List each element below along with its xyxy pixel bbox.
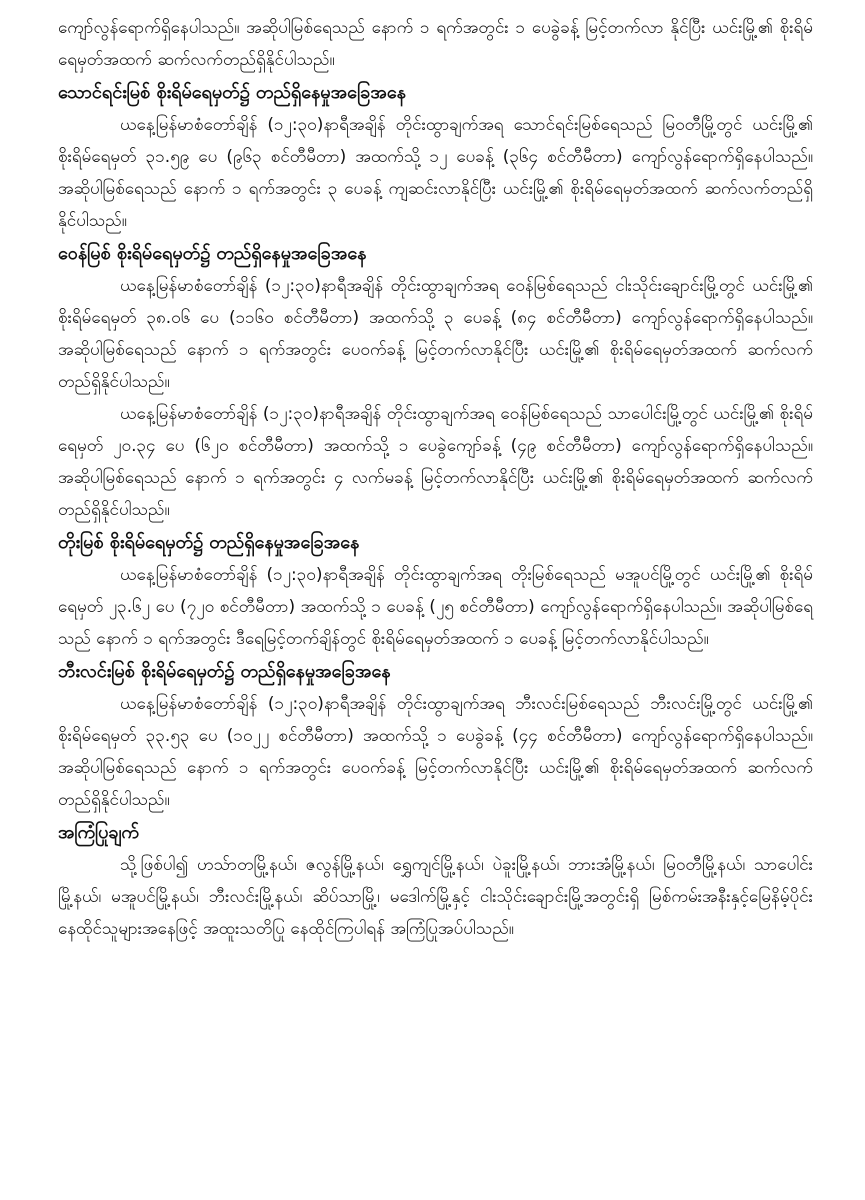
body-paragraph: ယနေ့မြန်မာစံတော်ချိန် (၁၂:၃၀)နာရီအချိန် တိုင်းထွာချက်အရ သောင်ရင်းမြစ်ရေသည် မြဝတီမြို့တွင် ယင်းမြို့၏ စိုးရိမ်ရေမှတ် ၃၁.၅၉ ပေ (၉၆၃ စင်တီမီတာ) အထက်သို့ ၁၂ ပေခန့် (၃၆၄ စင်တီမီတာ) ကျော်လွန်ရောက်ရှိနေပါသည်။ အဆိုပါမြစ်ရေသည် နောက် ၁ ရက်အတွင်း ၃ ပေခန့် ကျဆင်းလာနိုင်ပြီး ယင်းမြို့၏ စိုးရိမ်ရေမှတ်အထက် ဆက်လက်တည်ရှိနိုင်ပါသည်။	[58, 115, 813, 231]
section-heading-toe: တိုးမြစ် စိုးရိမ်ရေမှတ်၌ တည်ရှိနေမှုအခြေအနေ	[58, 532, 360, 553]
body-paragraph: ယနေ့မြန်မာစံတော်ချိန် (၁၂:၃၀)နာရီအချိန် တိုင်းထွာချက်အရ ဝေန်မြစ်ရေသည် ငါးသိုင်းချောင်းမြို့တွင် ယင်းမြို့၏ စိုးရိမ်ရေမှတ် ၃၈.၀၆ ပေ (၁၁၆၀ စင်တီမီတာ) အထက်သို့ ၃ ပေခန့် (၈၄ စင်တီမီတာ) ကျော်လွန်ရောက်ရှိနေပါသည်။ အဆိုပါမြစ်ရေသည် နောက် ၁ ရက်အတွင်း ပေဝက်ခန့် မြင့်တက်လာနိုင်ပြီး ယင်းမြို့၏ စိုးရိမ်ရေမှတ်အထက် ဆက်လက်တည်ရှိနိုင်ပါသည်။	[58, 276, 813, 392]
body-paragraph: ယနေ့မြန်မာစံတော်ချိန် (၁၂:၃၀)နာရီအချိန် တိုင်းထွာချက်အရ ဝေန်မြစ်ရေသည် သာပေါင်းမြို့တွင် ယင်းမြို့၏ စိုးရိမ်ရေမှတ် ၂၀.၃၄ ပေ (၆၂၀ စင်တီမီတာ) အထက်သို့ ၁ ပေခွဲကျော်ခန့် (၄၉ စင်တီမီတာ) ကျော်လွန်ရောက်ရှိနေပါသည်။ အဆိုပါမြစ်ရေသည် နောက် ၁ ရက်အတွင်း ၄ လက်မခန့် မြင့်တက်လာနိုင်ပြီး ယင်းမြို့၏ စိုးရိမ်ရေမှတ်အထက် ဆက်လက်တည်ရှိနိုင်ပါသည်။	[58, 404, 813, 520]
advice-paragraph: သို့ဖြစ်ပါ၍ ဟသ်ာတမြို့နယ်၊ ဇလွန်မြို့နယ်၊ ရွှေကျင်မြို့နယ်၊ ပဲခူးမြို့နယ်၊ ဘားအံမြို့နယ်၊ မြဝတီမြို့နယ်၊ သာပေါင်းမြို့နယ်၊ မအူပင်မြို့နယ်၊ ဘီးလင်းမြို့နယ်၊ ဆိပ်သာမြို့၊ မဒေါက်မြို့နှင့် ငါးသိုင်းချောင်းမြို့အတွင်းရှိ မြစ်ကမ်းအနီးနှင့်မြေနိမ့်ပိုင်း နေထိုင်သူများအနေဖြင့် အထူးသတိပြု နေထိုင်ကြပါရန် အကြံပြုအပ်ပါသည်။	[58, 855, 813, 939]
section-heading-wen: ဝေန်မြစ် စိုးရိမ်ရေမှတ်၌ တည်ရှိနေမှုအခြေအနေ	[58, 243, 367, 264]
section-heading-thaungyin: သောင်ရင်းမြစ် စိုးရိမ်ရေမှတ်၌ တည်ရှိနေမှုအခြေအနေ	[58, 82, 406, 103]
section-heading-advice: အကြံပြုချက်	[58, 822, 140, 843]
body-paragraph: ယနေ့မြန်မာစံတော်ချိန် (၁၂:၃၀)နာရီအချိန် တိုင်းထွာချက်အရ ဘီးလင်းမြစ်ရေသည် ဘီးလင်းမြို့တွင် ယင်းမြို့၏ စိုးရိမ်ရေမှတ် ၃၃.၅၃ ပေ (၁၀၂၂ စင်တီမီတာ) အထက်သို့ ၁ ပေခွဲခန့် (၄၄ စင်တီမီတာ) ကျော်လွန်ရောက်ရှိနေပါသည်။ အဆိုပါမြစ်ရေသည် နောက် ၁ ရက်အတွင်း ပေဝက်ခန့် မြင့်တက်လာနိုင်ပြီး ယင်းမြို့၏ စိုးရိမ်ရေမှတ်အထက် ဆက်လက်တည်ရှိနိုင်ပါသည်။	[58, 694, 813, 810]
body-paragraph: ယနေ့မြန်မာစံတော်ချိန် (၁၂:၃၀)နာရီအချိန် တိုင်းထွာချက်အရ တိုးမြစ်ရေသည် မအူပင်မြို့တွင် ယင်းမြို့၏ စိုးရိမ်ရေမှတ် ၂၃.၆၂ ပေ (၇၂၀ စင်တီမီတာ) အထက်သို့ ၁ ပေခန့် (၂၅ စင်တီမီတာ) ကျော်လွန်ရောက်ရှိနေပါသည်။ အဆိုပါမြစ်ရေသည် နောက် ၁ ရက်အတွင်း ဒီရေမြင့်တက်ချိန်တွင် စိုးရိမ်ရေမှတ်အထက် ၁ ပေခန့် မြင့်တက်လာနိုင်ပါသည်။	[58, 565, 813, 649]
section-heading-bilin: ဘီးလင်းမြစ် စိုးရိမ်ရေမှတ်၌ တည်ရှိနေမှုအခြေအနေ	[58, 661, 391, 682]
body-paragraph: ကျော်လွန်ရောက်ရှိနေပါသည်။ အဆိုပါမြစ်ရေသည် နောက် ၁ ရက်အတွင်း ၁ ပေခွဲခန့် မြင့်တက်လာ နိုင်ပြီး ယင်းမြို့၏ စိုးရိမ်ရေမှတ်အထက် ဆက်လက်တည်ရှိနိုင်ပါသည်။	[58, 18, 813, 70]
